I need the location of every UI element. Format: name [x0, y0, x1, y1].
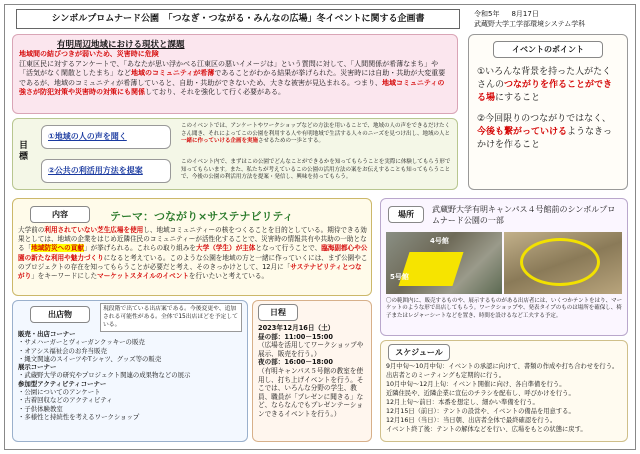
schedule-label: スケジュール: [388, 344, 450, 361]
schedule-row: 近隣住民や、近隣企業に宣伝のチラシを配布し、呼びかけを行う。: [386, 390, 575, 397]
date-details: 2023年12月16日（土） 昼の部：11:00－15:00 （広場を活用してワークショップや展示、販売を行う。） 夜の部：16:00－18:00 （有明キャンパス５号館の教室を使用し、打ち上げイベントを行う。そこでは、いろんな分野の学生、教員、職員が「プレゼンに聞きる」など、ならなんでもプレゼンテーションできるイベントを行う。）: [258, 324, 364, 418]
content-body: 大学前の利用されていない芝生広場を使用し、地域コミュニティーの核をつくることを目的としている。期待できる効果としては、地域の企業をはじめ近隣住民のコミュニティーが活性化することで、災害時の情報共有や共助の一助となる「地域防災への貢献」が挙げられる。これらの取り組みを大学（学生）が主体となって行うことで、臨海副都心や公園の新たな利用や魅力づくりになると考えている。このような公園を地域の方と一緒に作っていくには、まず公園やこのプロジェクトの存在を知ってもらうことが必要だと考え、そのきっかけとして、12月に「サステナビリティとつながり」をキーワードにしたマーケットスタイルのイベントを行いたいと考えている。: [18, 226, 368, 281]
header-meta: [474, 9, 628, 29]
schedule-row: 10月中旬～12月上旬：イベント開催に向け、各自準備を行う。: [386, 381, 566, 388]
map-image-left: [386, 232, 502, 294]
point-2: ②今回限りのつながりではなく、今後も繋がっていけるようなきっかけを作ること: [477, 114, 613, 150]
vendors-note: 現段階で出ている出店案である。今後変更や、追加される可能性がある。全体で15出店ほどを予定している。: [100, 303, 242, 332]
goal-desc-2: このイベント内で、まずはこの公園でどんなことができるかを知ってもらうことを実際に体験してもらう形で知ってもらいます。また、私たちが考えているこの公園の活用方法の案をお伝えすることも知ってもらうことで、今後の公園の利活用方法を提案・発信し、興味を持ってもらう。: [181, 159, 451, 181]
vendors-label: 出店物: [30, 306, 90, 323]
schedule-list: [386, 362, 624, 434]
schedule-row: 12月上旬～前日：本番を想定し、細かい準備を行う。: [386, 399, 539, 406]
point-1: ①いろんな背景を持った人がたくさんのつながりを作ることができる場にすること: [477, 67, 613, 103]
date-era: 令和5年: [474, 10, 500, 18]
issue-body: 江東区民に対するアンケートで、「あなたが思い浮かべる江東区の悪いイメージは」という質問に対して、「人間関係が希薄なまち」や「活気がなく閑散としたまち」など地域のコミュニティが希薄であることがわかる結果が挙げられた。災害時には自助・共助が大変重要であるが、地域のコミュニティが希薄していると、自助・共助ができないため、大きな被害が見込まれる。つまり、地域コミュニティの強さが防犯対策や災害時の対策にも関係しており、それを強化して行く必要がある。: [19, 59, 446, 97]
building-label-5: 5号館: [390, 273, 409, 281]
point-title: イベントのポイント: [493, 41, 603, 58]
point-box: [468, 34, 628, 190]
issue-box: [12, 34, 458, 114]
goal-item-2: ②公共の利活用方法を提案: [41, 159, 171, 183]
place-desc: 武蔵野大学有明キャンパス４号館前のシンボルプロムナード公園の一部: [432, 205, 616, 225]
goal-label: 目標: [19, 141, 29, 162]
content-label: 内容: [30, 206, 90, 223]
building-label-4: 4号館: [430, 237, 449, 245]
content-theme: テーマ：つながり×サステナビリティ: [110, 210, 294, 223]
schedule-row: 12月15日（前日）：テントの設営や、イベントの備品を用意する。: [386, 408, 575, 415]
goal-desc-1: このイベントでは、アンケートやワークショップなどの方法を用いることで、地域の人の声をできるだけたくさん聞き、それによってこの公園を利用する人や有明地域で生活する人々のニーズを見つけ出し、地域の人と一緒に作っていける企画を実施させるための一歩とする。: [181, 123, 451, 145]
schedule-row: 12月16日（当日）：当日朝、出店者全体で最終確認を行う。: [386, 417, 557, 424]
page-title: シンボルプロムナード公園 「つなぎ・つながる・みんなの広場」冬イベントに関する企画書: [16, 9, 460, 29]
area-ellipse: [520, 238, 600, 286]
place-label: 場所: [388, 206, 424, 223]
date-label: 日程: [258, 304, 298, 321]
place-note: 〇の範囲内に、販売するものや、展示するものがある出店者には、いくつかテントをはり、マーケットのような形で出店してもらう。ワークショップや、発表タイプのものは場所を確保し、椅子またはレジャーシートなどを置き、時間を設けるなど工夫する予定。: [386, 298, 623, 319]
date-md: 8月17日: [511, 10, 539, 18]
map-image-right: [504, 232, 622, 294]
schedule-row: 9月中旬～10月中旬：イベントの承認に向けて、書類の作成や打ち合わせを行う。出店者とのミーティングも定期的に行う。: [386, 363, 619, 379]
issue-lead: 地域間の結びつきが弱いため、災害時に危険: [19, 50, 159, 58]
goal-item-1: ①地域の人の声を聞く: [41, 125, 171, 149]
schedule-row: イベント終了後：テントの解体などを行い、広場をもとの状態に戻す。: [386, 426, 587, 433]
vendors-list: 販売・出店コーナー ・サメハーガーとヴィーガンクッキーの販売 ・オアシス福祉会のお弁当販売 ・縄文関連のスイーツやTシャツ、グッズ等の販売 展示コーナー ・武蔵野大学の研究やプロジェクト関連の成果物などの展示 参加型アクティビティコーナー ・公園についてのアンケート ・古着回収などのアクティビティ ・子供体験教室 ・多様性と持続性を考えるワークショップ: [18, 330, 191, 421]
goal-box: [12, 118, 458, 190]
issue-title: 有明周辺地域における現状と課題: [57, 40, 185, 50]
department: 武蔵野大学工学部環境システム学科: [474, 20, 586, 28]
